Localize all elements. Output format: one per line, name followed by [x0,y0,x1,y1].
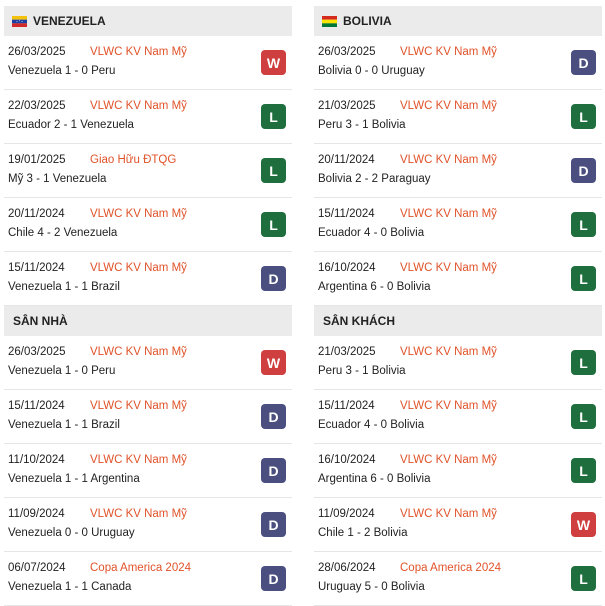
match-date: 11/10/2024 [8,454,65,466]
competition-link[interactable]: VLWC KV Nam Mỹ [400,346,497,358]
match-row[interactable] [314,198,602,252]
result-badge: D [571,50,596,75]
result-badge: L [261,212,286,237]
result-badge: D [261,566,286,591]
result-badge: D [571,158,596,183]
match-date: 20/11/2024 [318,154,375,166]
match-score: Chile 1 - 2 Bolivia [318,527,408,539]
result-badge: D [261,404,286,429]
match-date: 16/10/2024 [318,454,376,466]
team-name: BOLIVIA [343,14,392,28]
match-score: Peru 3 - 1 Bolivia [318,365,406,377]
match-score: Mỹ 3 - 1 Venezuela [8,173,107,185]
match-score: Venezuela 1 - 1 Brazil [8,419,120,431]
match-date: 21/03/2025 [318,346,376,358]
team-header-venezuela [4,6,292,36]
match-row[interactable] [4,144,292,198]
match-row[interactable] [4,390,292,444]
match-score: Ecuador 4 - 0 Bolivia [318,419,425,431]
match-row[interactable] [314,390,602,444]
match-row[interactable] [314,336,602,390]
match-score: Venezuela 1 - 1 Canada [8,581,132,593]
match-date: 19/01/2025 [8,154,66,166]
match-score: Venezuela 1 - 1 Argentina [8,473,140,485]
recent-matches-list [4,36,292,306]
competition-link[interactable]: VLWC KV Nam Mỹ [400,262,497,274]
competition-link[interactable]: VLWC KV Nam Mỹ [400,508,497,520]
match-date: 26/03/2025 [318,46,376,58]
match-score: Venezuela 1 - 0 Peru [8,65,116,77]
match-score: Ecuador 2 - 1 Venezuela [8,119,134,131]
competition-link[interactable]: VLWC KV Nam Mỹ [90,346,187,358]
match-score: Venezuela 1 - 1 Brazil [8,281,120,293]
result-badge: W [571,512,596,537]
match-row[interactable] [314,90,602,144]
match-date: 16/10/2024 [318,262,376,274]
match-date: 26/03/2025 [8,46,66,58]
competition-link[interactable]: VLWC KV Nam Mỹ [400,46,497,58]
match-row[interactable] [4,552,292,606]
match-date: 22/03/2025 [8,100,66,112]
home-section-header [4,306,292,336]
match-row[interactable] [4,336,292,390]
result-badge: L [571,266,596,291]
match-score: Peru 3 - 1 Bolivia [318,119,406,131]
result-badge: L [571,458,596,483]
match-row[interactable] [4,36,292,90]
match-date: 20/11/2024 [8,208,65,220]
competition-link[interactable]: VLWC KV Nam Mỹ [400,400,497,412]
competition-link[interactable]: VLWC KV Nam Mỹ [90,508,187,520]
competition-link[interactable]: VLWC KV Nam Mỹ [90,400,187,412]
result-badge: L [571,404,596,429]
match-row[interactable] [314,552,602,606]
competition-link[interactable]: Giao Hữu ĐTQG [90,154,177,166]
result-badge: L [571,566,596,591]
competition-link[interactable]: Copa America 2024 [400,562,502,574]
match-row[interactable] [314,498,602,552]
match-score: Venezuela 1 - 0 Peru [8,365,116,377]
result-badge: L [261,158,286,183]
competition-link[interactable]: VLWC KV Nam Mỹ [90,262,187,274]
match-row[interactable] [4,444,292,498]
result-badge: L [571,212,596,237]
match-score: Bolivia 2 - 2 Paraguay [318,173,431,185]
match-score: Chile 4 - 2 Venezuela [8,227,118,239]
team-name: VENEZUELA [33,14,106,28]
match-date: 15/11/2024 [318,208,375,220]
competition-link[interactable]: VLWC KV Nam Mỹ [90,100,187,112]
match-score: Bolivia 0 - 0 Uruguay [318,65,425,77]
match-score: Argentina 6 - 0 Bolivia [318,281,431,293]
match-score: Argentina 6 - 0 Bolivia [318,473,431,485]
competition-link[interactable]: Copa America 2024 [90,562,192,574]
result-badge: L [571,104,596,129]
competition-link[interactable]: VLWC KV Nam Mỹ [400,454,497,466]
match-date: 21/03/2025 [318,100,376,112]
result-badge: L [261,104,286,129]
match-score: Ecuador 4 - 0 Bolivia [318,227,425,239]
match-row[interactable] [314,444,602,498]
competition-link[interactable]: VLWC KV Nam Mỹ [90,208,187,220]
competition-link[interactable]: VLWC KV Nam Mỹ [90,46,187,58]
match-date: 11/09/2024 [8,508,65,520]
match-date: 28/06/2024 [318,562,376,574]
match-date: 15/11/2024 [318,400,375,412]
competition-link[interactable]: VLWC KV Nam Mỹ [400,154,497,166]
section-title: SÂN KHÁCH [323,314,395,328]
match-date: 26/03/2025 [8,346,66,358]
venezuela-flag-icon [12,16,27,27]
team-header-bolivia [314,6,602,36]
match-row[interactable] [314,144,602,198]
result-badge: W [261,50,286,75]
match-date: 15/11/2024 [8,400,65,412]
match-date: 06/07/2024 [8,562,66,574]
section-title: SÂN NHÀ [13,314,68,328]
match-row[interactable] [314,252,602,306]
result-badge: D [261,512,286,537]
away-matches-list [314,336,602,606]
result-badge: L [571,350,596,375]
match-row[interactable] [4,198,292,252]
bolivia-flag-icon [322,16,337,27]
competition-link[interactable]: VLWC KV Nam Mỹ [400,208,497,220]
match-date: 11/09/2024 [318,508,375,520]
away-section-header [314,306,602,336]
result-badge: D [261,266,286,291]
result-badge: D [261,458,286,483]
competition-link[interactable]: VLWC KV Nam Mỹ [90,454,187,466]
match-row[interactable] [4,90,292,144]
match-score: Venezuela 0 - 0 Uruguay [8,527,135,539]
result-badge: W [261,350,286,375]
match-score: Uruguay 5 - 0 Bolivia [318,581,425,593]
match-row[interactable] [314,36,602,90]
match-row[interactable] [4,498,292,552]
competition-link[interactable]: VLWC KV Nam Mỹ [400,100,497,112]
match-date: 15/11/2024 [8,262,65,274]
recent-matches-list [314,36,602,306]
match-row[interactable] [4,252,292,306]
home-matches-list [4,336,292,606]
